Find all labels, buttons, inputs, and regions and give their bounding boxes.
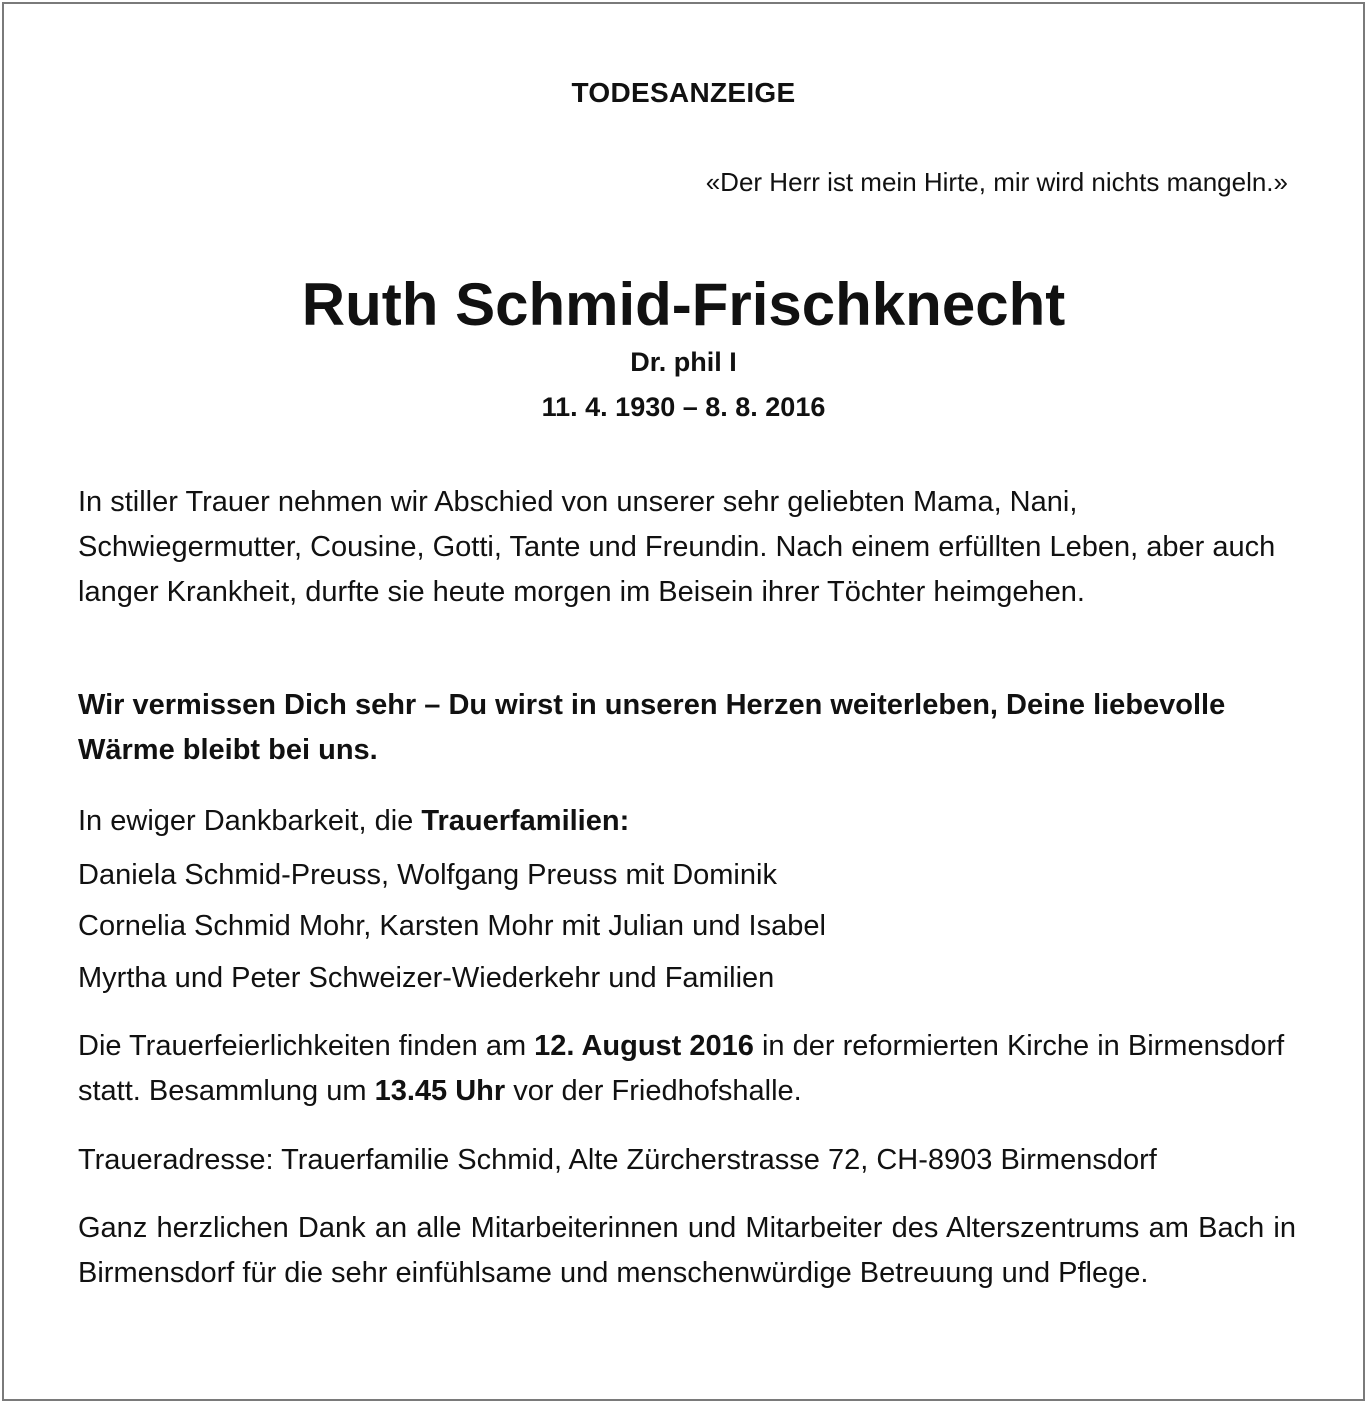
ceremony-paragraph	[78, 1024, 1296, 1114]
academic-title: Dr. phil I	[630, 347, 737, 377]
gratitude-prefix: In ewiger Dankbarkeit, die	[78, 805, 422, 837]
notice-heading: TODESANZEIGE	[571, 77, 796, 108]
family-member-line: Cornelia Schmid Mohr, Karsten Mohr mit Julian und Isabel	[78, 910, 826, 942]
life-dates: 11. 4. 1930 – 8. 8. 2016	[541, 392, 826, 422]
ceremony-date: 12. August 2016	[534, 1030, 754, 1062]
gratitude-families-label: Trauerfamilien:	[421, 805, 630, 837]
bible-quote: «Der Herr ist mein Hirte, mir wird nichts mangeln.»	[705, 167, 1288, 197]
thanks-paragraph: Ganz herzlichen Dank an alle Mitarbeiterinnen und Mitarbeiter des Alterszentrums am Bach in Birmensdorf für die sehr einfühlsame und menschenwürdige Betreuung und Pflege.	[78, 1212, 1296, 1289]
ceremony-text-2: in der reformierten Kirche in Birmensdorf statt. Besammlung um	[78, 1030, 1285, 1107]
ceremony-text-3: vor der Friedhofshalle.	[505, 1075, 802, 1107]
ceremony-time: 13.45 Uhr	[374, 1075, 506, 1107]
family-member-line: Myrtha und Peter Schweizer-Wiederkehr und Familien	[78, 962, 775, 994]
obituary-card	[2, 2, 1365, 1401]
deceased-name: Ruth Schmid-Frischknecht	[301, 271, 1066, 338]
ceremony-text-1: Die Trauerfeierlichkeiten finden am	[78, 1030, 535, 1062]
gratitude-line	[78, 799, 1296, 844]
family-member-line: Daniela Schmid-Preuss, Wolfgang Preuss mit Dominik	[78, 859, 777, 891]
mourning-address: Traueradresse: Trauerfamilie Schmid, Alte Zürcherstrasse 72, CH-8903 Birmensdorf	[78, 1144, 1157, 1176]
farewell-statement: Wir vermissen Dich sehr – Du wirst in unseren Herzen weiterleben, Deine liebevolle Wärme bleibt bei uns.	[78, 689, 1226, 766]
mourning-paragraph: In stiller Trauer nehmen wir Abschied von unserer sehr geliebten Mama, Nani, Schwiegermutter, Cousine, Gotti, Tante und Freundin. Nach einem erfüllten Leben, aber auch langer Krankheit, durfte sie heute morgen im Beisein ihrer Töchter heimgehen.	[78, 486, 1276, 608]
